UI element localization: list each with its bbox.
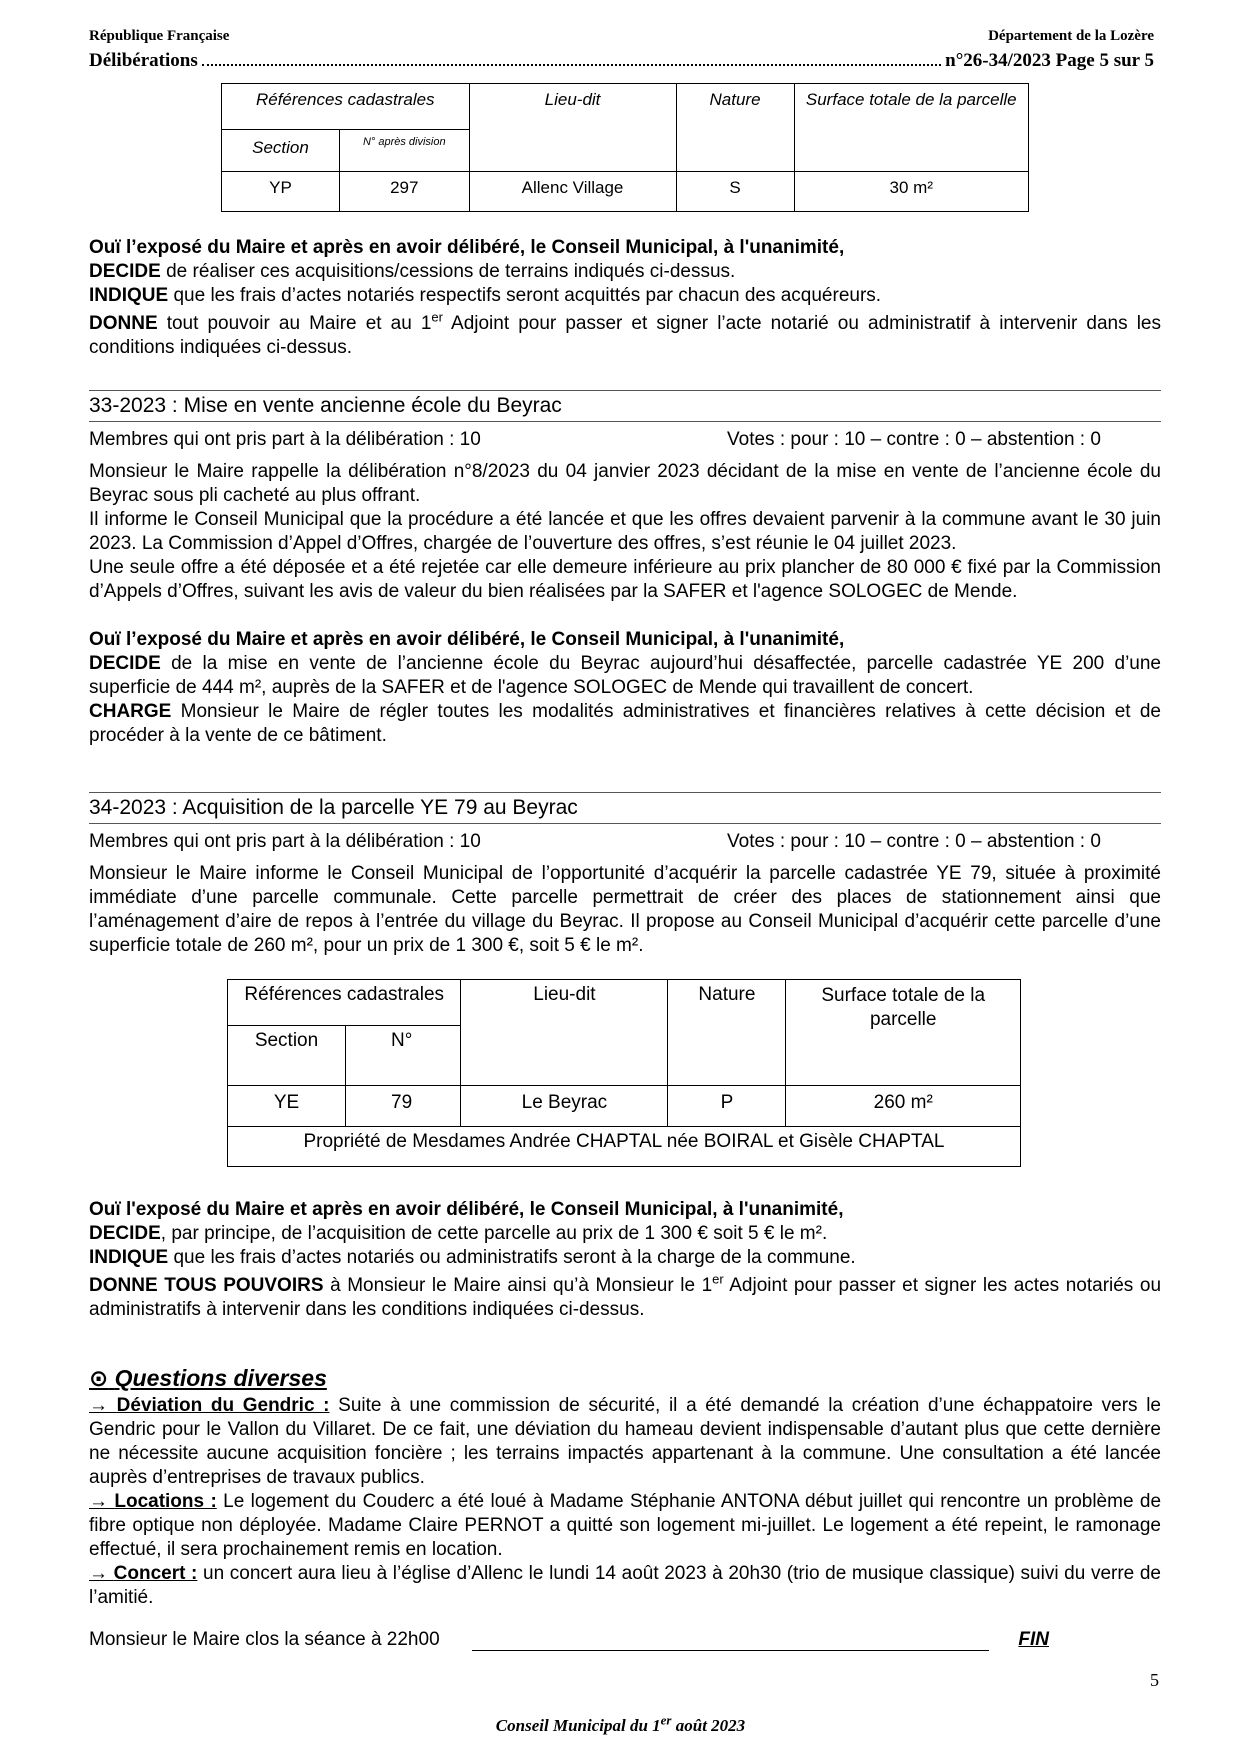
d1-indique-text: que les frais d’actes notariés respectifs seront acquittés par chacun des acquéreurs.	[168, 285, 882, 306]
t1-header-section: Section	[222, 130, 340, 172]
d34-indique-kw: INDIQUE	[89, 1247, 169, 1268]
table-row	[222, 172, 1029, 212]
section-33-title: 33-2023 : Mise en vente ancienne école du Beyrac	[89, 390, 1161, 422]
arrow-right-icon: →	[89, 1563, 108, 1584]
s33-p2: Il informe le Conseil Municipal que la procédure a été lancée et que les offres devaient parvenir à la commune avant le 30 juin 2023. La Commission d’Appel d’Offres, chargée de l’ouverture des offres, s’est réunie le 04 juillet 2023.	[89, 509, 1161, 554]
d1-donne-text-b: Adjoint pour passer et signer l’acte notarié ou administratif à intervenir dans les conditions indiquées ci-dessus.	[89, 313, 1161, 358]
header-page: Page 5 sur 5	[1055, 50, 1154, 71]
t2-header-nature: Nature	[668, 980, 786, 1086]
section-34-body	[89, 862, 1161, 958]
d1-indique-kw: INDIQUE	[89, 285, 169, 306]
t1-header-lieu: Lieu-dit	[469, 84, 676, 172]
t1-cell-surface: 30 m²	[794, 172, 1028, 212]
footer-text-a: Conseil Municipal du 1	[495, 1716, 661, 1735]
t1-cell-section: YP	[222, 172, 340, 212]
s33-p1: Monsieur le Maire rappelle la délibération n°8/2023 du 04 janvier 2023 décidant de la mise en vente de l’ancienne école du Beyrac sous pli cacheté au plus offrant.	[89, 461, 1161, 506]
t2-header-refs: Références cadastrales	[228, 980, 461, 1026]
q-label-deviation: Déviation du Gendric :	[116, 1395, 330, 1416]
section-34-title: 34-2023 : Acquisition de la parcelle YE 79 au Beyrac	[89, 792, 1161, 824]
header-dot-leader	[202, 63, 941, 66]
q-text-concert: un concert aura lieu à l’église d’Allenc le lundi 14 août 2023 à 20h30 (trio de musique classique) suivi du verre de l’amitié.	[89, 1563, 1161, 1608]
t2-cell-section: YE	[228, 1086, 346, 1127]
section-33-votes-row	[89, 428, 1161, 452]
section-33-body	[89, 460, 1161, 748]
closing-underline	[472, 1650, 989, 1651]
t2-cell-lieu: Le Beyrac	[461, 1086, 668, 1127]
t2-header-section: Section	[228, 1026, 346, 1086]
q-label-concert: Concert :	[113, 1563, 198, 1584]
d1-donne-kw: DONNE	[89, 313, 158, 334]
questions-list	[89, 1394, 1161, 1610]
s33-charge-text: Monsieur le Maire de régler toutes les modalités administratives et financières relatives à cette décision et de procéder à la vente de ce bâtiment.	[89, 701, 1161, 746]
s33-charge-kw: CHARGE	[89, 701, 172, 722]
t2-cell-nature: P	[668, 1086, 786, 1127]
header-deliberations: Délibérations	[89, 50, 198, 71]
footer-sup: er	[660, 1712, 672, 1728]
arrow-right-icon: →	[89, 1395, 108, 1416]
closing-line	[89, 1629, 1049, 1657]
s33-decide-text: de la mise en vente de l’ancienne école du Beyrac aujourd’hui désaffectée, parcelle cadastrée YE 200 d’une superficie de 444 m², auprès de la SAFER et de l'agence SOLOGEC de Mende qui travaillent de concert.	[89, 653, 1161, 698]
target-bullet-icon: ⊙	[89, 1365, 109, 1391]
s34-p1: Monsieur le Maire informe le Conseil Municipal de l’opportunité d’acquérir la parcelle cadastrée YE 79, située à proximité immédiate d’une parcelle communale. Cette parcelle permettrait de créer des places de stationnement ainsi que l’aménagement d’aire de repos à l’entrée du village du Beyrac. Il propose au Conseil Municipal d’acquérir cette parcelle d’une superficie totale de 260 m², pour un prix de 1 300 €, soit 5 € le m².	[89, 863, 1161, 956]
cadastral-table-2	[227, 979, 1021, 1167]
closing-text: Monsieur le Maire clos la séance à 22h00	[89, 1629, 440, 1650]
d34-oui: Ouï l'exposé du Maire et après en avoir délibéré, le Conseil Municipal, à l'unanimité,	[89, 1199, 844, 1220]
s34-votes: Votes : pour : 10 – contre : 0 – abstention : 0	[727, 831, 1101, 852]
d1-donne-text-a: tout pouvoir au Maire et au 1	[157, 313, 432, 334]
s33-votes: Votes : pour : 10 – contre : 0 – abstention : 0	[727, 429, 1101, 450]
arrow-right-icon: →	[89, 1491, 108, 1512]
d34-indique-text: que les frais d’actes notariés ou administratifs seront à la charge de la commune.	[168, 1247, 856, 1268]
header-deliberations-row	[89, 50, 1154, 72]
questions-diverses-title	[89, 1365, 327, 1392]
t1-header-refs: Références cadastrales	[222, 84, 470, 130]
d1-decide-kw: DECIDE	[89, 261, 161, 282]
t1-header-num: N° après division	[340, 130, 470, 172]
t2-header-num: N°	[346, 1026, 461, 1086]
t2-header-surface: Surface totale de la parcelle	[786, 980, 1021, 1086]
t1-header-nature: Nature	[676, 84, 794, 172]
t2-cell-surface: 260 m²	[786, 1086, 1021, 1127]
decision-block-34	[89, 1198, 1161, 1322]
d34-donne-text-a: à Monsieur le Maire ainsi qu’à Monsieur le 1	[323, 1275, 713, 1296]
t1-cell-lieu: Allenc Village	[469, 172, 676, 212]
decision-block-1	[89, 236, 1161, 360]
t1-header-surface: Surface totale de la parcelle	[794, 84, 1028, 172]
s33-p3: Une seule offre a été déposée et a été rejetée car elle demeure inférieure au prix plancher de 80 000 € fixé par la Commission d’Appels d’Offres, suivant les avis de valeur du bien réalisées par la SAFER et l'agence SOLOGEC de Mende.	[89, 557, 1161, 602]
d1-decide-text: de réaliser ces acquisitions/cessions de terrains indiqués ci-dessus.	[160, 261, 736, 282]
q-text-locations: Le logement du Couderc a été loué à Madame Stéphanie ANTONA début juillet qui rencontre un problème de fibre optique non déployée. Madame Claire PERNOT a quitté son logement mi-juillet. Le logement a été repeint, le ramonage effectué, il sera prochainement remis en location.	[89, 1491, 1162, 1560]
d34-donne-sup: er	[712, 1271, 724, 1287]
cadastral-table-1	[221, 83, 1029, 212]
q-text-deviation: Suite à une commission de sécurité, il a été demandé la création d’une échappatoire vers le Gendric pour le Vallon du Villaret. De ce fait, une déviation du hameau devient indispensable d’autant plus que cette dernière ne nécessite aucune acquisition foncière ; les terrains impactés appartenant à la commune. Une consultation a été lancée auprès d’entreprises de travaux publics.	[89, 1395, 1161, 1488]
table-row	[228, 1127, 1021, 1167]
s33-oui: Ouï l’exposé du Maire et après en avoir délibéré, le Conseil Municipal, à l'unanimité,	[89, 629, 845, 650]
s33-decide-kw: DECIDE	[89, 653, 161, 674]
t1-cell-nature: S	[676, 172, 794, 212]
s33-members: Membres qui ont pris part à la délibération : 10	[89, 429, 481, 450]
d34-decide-text: , par principe, de l’acquisition de cette parcelle au prix de 1 300 € soit 5 € le m².	[160, 1223, 828, 1244]
list-item	[89, 1394, 1161, 1490]
footer	[0, 1712, 1241, 1736]
page-number: 5	[1150, 1670, 1159, 1690]
list-item	[89, 1562, 1161, 1610]
t2-cell-num: 79	[346, 1086, 461, 1127]
table-row	[228, 1086, 1021, 1127]
header-departement: Département de la Lozère	[988, 28, 1154, 44]
d1-donne-sup: er	[431, 309, 443, 325]
closing-fin: FIN	[1018, 1629, 1049, 1650]
list-item	[89, 1490, 1161, 1562]
questions-title-text: Questions diverses	[114, 1365, 327, 1391]
q-label-locations: Locations :	[114, 1491, 217, 1512]
section-34-votes-row	[89, 830, 1161, 854]
t1-cell-num: 297	[340, 172, 470, 212]
s34-members: Membres qui ont pris part à la délibération : 10	[89, 831, 481, 852]
d34-decide-kw: DECIDE	[89, 1223, 161, 1244]
header-republique: République Française	[89, 28, 230, 44]
d1-oui: Ouï l’exposé du Maire et après en avoir délibéré, le Conseil Municipal, à l'unanimité,	[89, 237, 845, 258]
header-ref: n°26-34/2023	[945, 50, 1051, 71]
footer-text-b: août 2023	[671, 1716, 746, 1735]
t2-owners: Propriété de Mesdames Andrée CHAPTAL née BOIRAL et Gisèle CHAPTAL	[228, 1127, 1021, 1167]
d34-donne-kw: DONNE TOUS POUVOIRS	[89, 1275, 324, 1296]
d34-donne-text-b: Adjoint pour passer et signer les actes notariés ou administratifs à intervenir dans les conditions indiquées ci-dessus.	[89, 1275, 1162, 1320]
t2-header-lieu: Lieu-dit	[461, 980, 668, 1086]
